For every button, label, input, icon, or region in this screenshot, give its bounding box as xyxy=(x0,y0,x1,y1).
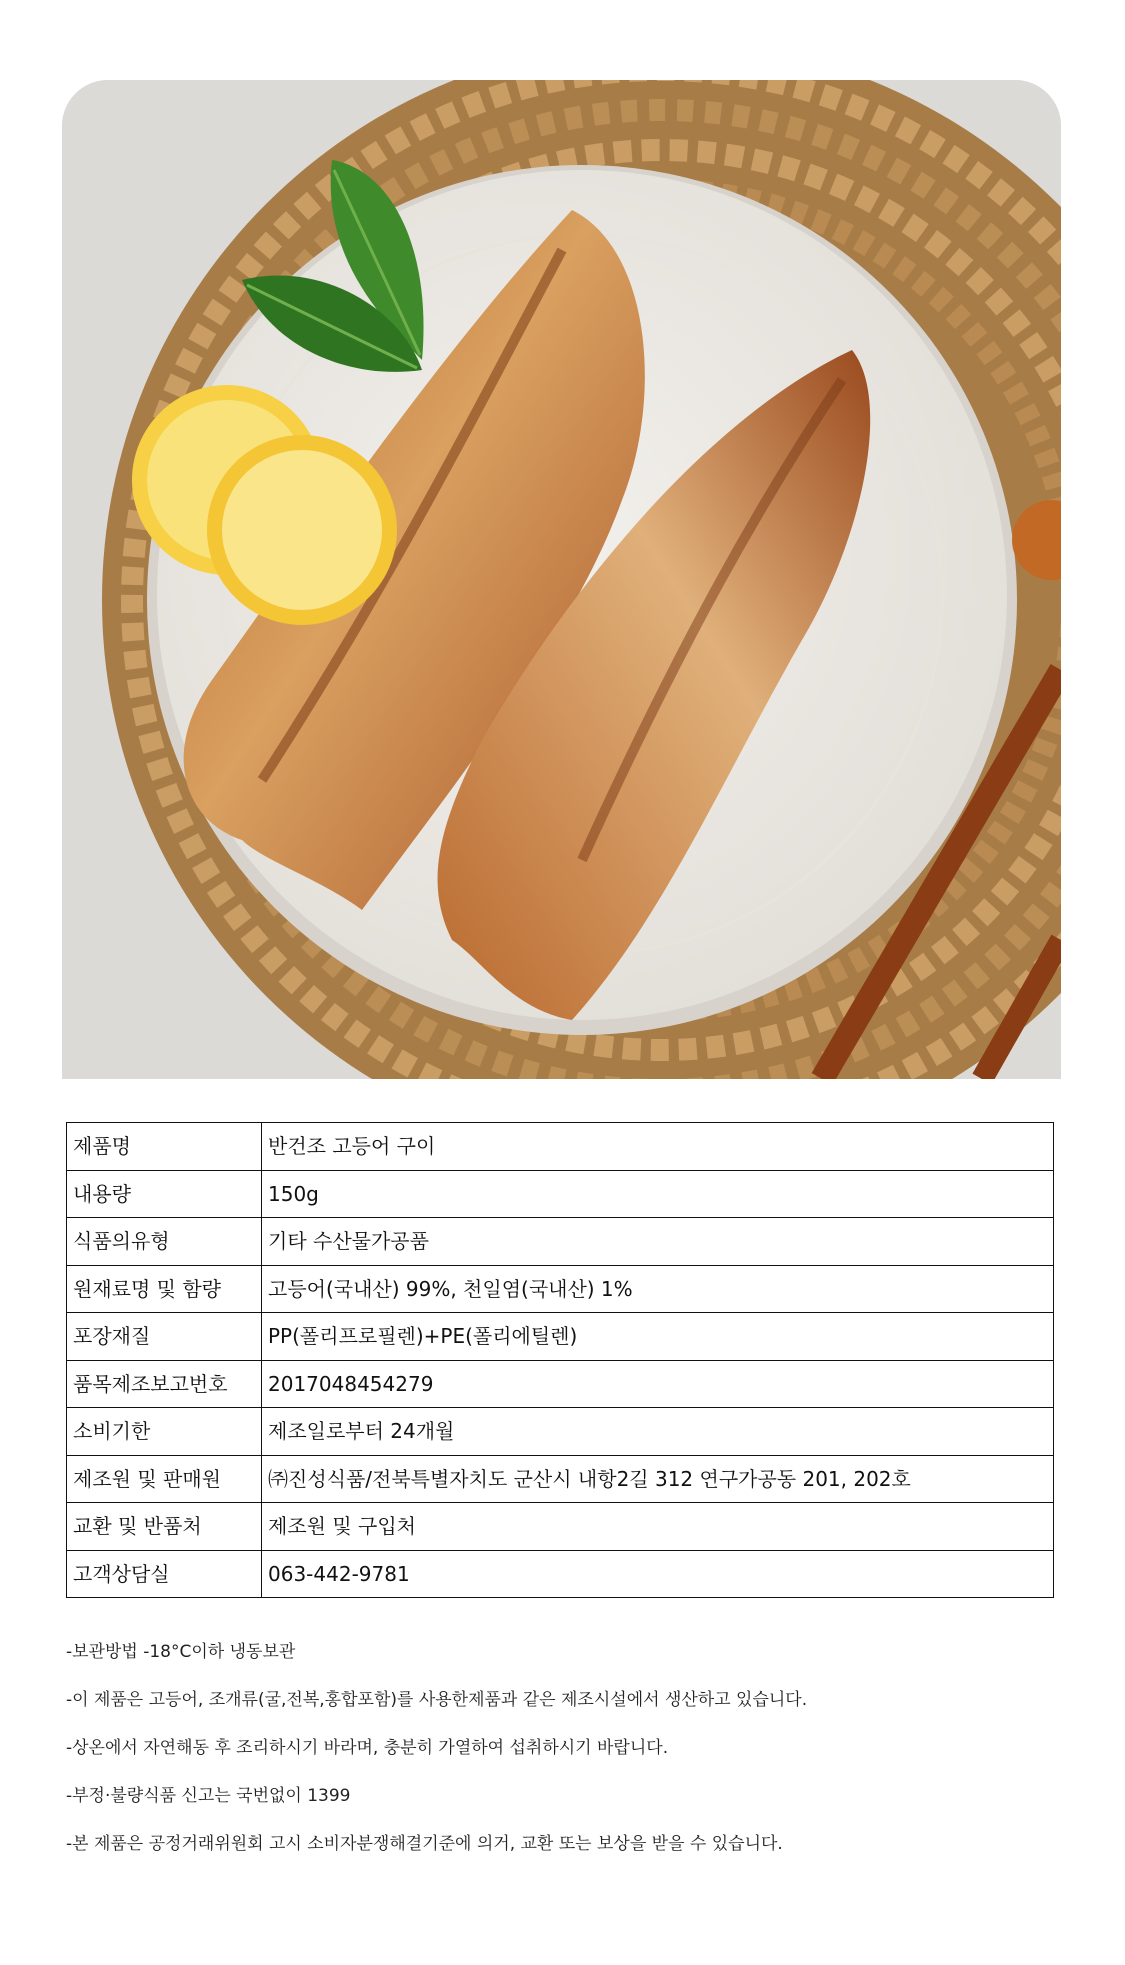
report-note: -부정·불량식품 신고는 국번없이 1399 xyxy=(66,1786,351,1806)
table-row xyxy=(67,1503,1054,1551)
compensation-note: -본 제품은 공정거래위원회 고시 소비자분쟁해결기준에 의거, 교환 또는 보상을 받을 수 있습니다. xyxy=(66,1834,783,1854)
grilled-mackerel-illustration xyxy=(62,80,1061,1079)
row-value: 기타 수산물가공품 xyxy=(262,1218,1054,1266)
row-label: 제조원 및 판매원 xyxy=(67,1455,262,1503)
notice-list xyxy=(66,1628,1056,1868)
storage-note: -보관방법 -18°C이하 냉동보관 xyxy=(66,1642,296,1662)
product-info-table xyxy=(66,1122,1054,1598)
row-label: 식품의유형 xyxy=(67,1218,262,1266)
row-value: 반건조 고등어 구이 xyxy=(262,1123,1054,1171)
row-value: 제조원 및 구입처 xyxy=(262,1503,1054,1551)
row-label: 포장재질 xyxy=(67,1313,262,1361)
table-row xyxy=(67,1550,1054,1598)
row-label: 교환 및 반품처 xyxy=(67,1503,262,1551)
row-label: 원재료명 및 함량 xyxy=(67,1265,262,1313)
row-label: 제품명 xyxy=(67,1123,262,1171)
table-row xyxy=(67,1265,1054,1313)
table-row xyxy=(67,1408,1054,1456)
table-row xyxy=(67,1360,1054,1408)
table-row xyxy=(67,1313,1054,1361)
row-value: 2017048454279 xyxy=(262,1360,1054,1408)
allergen-note: -이 제품은 고등어, 조개류(굴,전복,홍합포함)를 사용한제품과 같은 제조시설에서 생산하고 있습니다. xyxy=(66,1690,808,1710)
table-row xyxy=(67,1123,1054,1171)
table-row xyxy=(67,1218,1054,1266)
row-value: 제조일로부터 24개월 xyxy=(262,1408,1054,1456)
product-photo xyxy=(62,80,1061,1079)
row-value: 150g xyxy=(262,1170,1054,1218)
thawing-note: -상온에서 자연해동 후 조리하시기 바라며, 충분히 가열하여 섭취하시기 바랍니다. xyxy=(66,1738,669,1758)
row-label: 품목제조보고번호 xyxy=(67,1360,262,1408)
row-value: PP(폴리프로필렌)+PE(폴리에틸렌) xyxy=(262,1313,1054,1361)
table-row xyxy=(67,1455,1054,1503)
row-value: 063-442-9781 xyxy=(262,1550,1054,1598)
row-label: 내용량 xyxy=(67,1170,262,1218)
row-label: 소비기한 xyxy=(67,1408,262,1456)
row-label: 고객상담실 xyxy=(67,1550,262,1598)
row-value: ㈜진성식품/전북특별자치도 군산시 내항2길 312 연구가공동 201, 202호 xyxy=(262,1455,1054,1503)
table-row xyxy=(67,1170,1054,1218)
row-value: 고등어(국내산) 99%, 천일염(국내산) 1% xyxy=(262,1265,1054,1313)
